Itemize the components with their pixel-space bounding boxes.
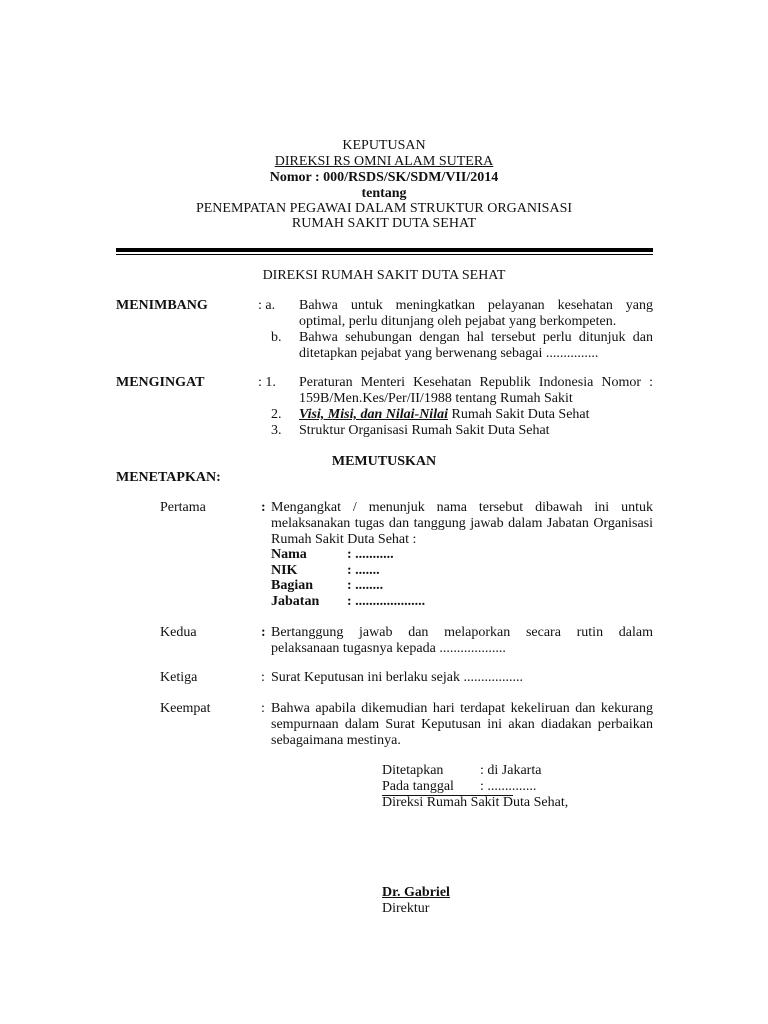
doc-subject-line2: RUMAH SAKIT DUTA SEHAT [291, 216, 477, 231]
keempat-line3: sebagaimana mestinya. [271, 733, 401, 748]
keempat-line1: Bahwa apabila dikemudian hari terdapat kekeliruan dan kekurang [271, 701, 653, 716]
doc-number: Nomor : 000/RSDS/SK/SDM/VII/2014 [269, 170, 499, 185]
ketiga-colon: : [261, 670, 265, 685]
ditetapkan-value: : di Jakarta [480, 763, 542, 778]
tanggal-row [382, 779, 537, 796]
doc-tentang: tentang [361, 186, 407, 201]
menetapkan-label: MENETAPKAN: [116, 470, 221, 485]
tanggal-label: Pada tanggal [382, 779, 454, 794]
subheading: DIREKSI RUMAH SAKIT DUTA SEHAT [262, 268, 506, 283]
pertama-line1: Mengangkat / menunjuk nama tersebut dibawah ini untuk [271, 500, 653, 515]
doc-subject-line1: PENEMPATAN PEGAWAI DALAM STRUKTUR ORGANISASI [195, 201, 573, 216]
pertama-label: Pertama [160, 500, 206, 515]
field-nik-value: : ....... [347, 563, 380, 578]
mengingat-1-marker: : 1. [258, 375, 276, 390]
doc-title: KEPUTUSAN [342, 138, 426, 153]
pertama-line3: Rumah Sakit Duta Sehat : [271, 532, 417, 547]
mengingat-2-line [299, 407, 590, 423]
mengingat-2-rest: Rumah Sakit Duta Sehat [447, 407, 590, 422]
ketiga-line1: Surat Keputusan ini berlaku sejak ................. [271, 670, 523, 685]
header-rule-thin [116, 254, 653, 255]
keempat-colon: : [261, 701, 265, 716]
menimbang-label: MENIMBANG [116, 298, 208, 313]
pertama-line2: melaksanakan tugas dan tanggung jawab dalam Jabatan Organisasi [271, 516, 653, 531]
memutuskan-heading: MEMUTUSKAN [331, 454, 437, 469]
kedua-line1: Bertanggung jawab dan melaporkan secara rutin dalam [271, 625, 653, 640]
signer-name: Dr. Gabriel [382, 885, 450, 900]
mengingat-3-marker: 3. [271, 423, 282, 438]
mengingat-2-marker: 2. [271, 407, 282, 422]
menimbang-b-line1: Bahwa sehubungan dengan hal tersebut perlu ditunjuk dan [299, 330, 653, 345]
signer-title: Direktur [382, 901, 430, 916]
field-nama-value: : ........... [347, 547, 394, 562]
menimbang-b-marker: b. [271, 330, 282, 345]
menimbang-b-line2: ditetapkan pejabat yang berwenang sebagai ............... [299, 346, 599, 361]
mengingat-3-line: Struktur Organisasi Rumah Sakit Duta Sehat [299, 423, 550, 438]
pertama-colon: : [261, 500, 266, 515]
ditetapkan-label: Ditetapkan [382, 763, 444, 778]
keempat-label: Keempat [160, 701, 211, 716]
menimbang-a-line1: Bahwa untuk meningkatkan pelayanan kesehatan yang [299, 298, 653, 313]
tanggal-value: : .............. [480, 779, 537, 794]
ketiga-label: Ketiga [160, 670, 198, 685]
menimbang-a-marker: : a. [258, 298, 276, 313]
kedua-label: Kedua [160, 625, 197, 640]
header-rule-thick [116, 248, 653, 252]
mengingat-1-line2: 159B/Men.Kes/Per/II/1988 tentang Rumah Sakit [299, 391, 573, 406]
field-jabatan-value: : .................... [347, 594, 426, 609]
keempat-line2: sempurnaan dalam Surat Keputusan ini akan diadakan perbaikan [271, 717, 653, 732]
signing-organization: Direksi Rumah Sakit Duta Sehat, [382, 795, 569, 810]
field-bagian-value: : ........ [347, 578, 384, 593]
mengingat-label: MENGINGAT [116, 375, 205, 390]
kedua-line2: pelaksanaan tugasnya kepada ................... [271, 641, 506, 656]
field-bagian-label: Bagian [271, 578, 314, 593]
mengingat-2-emphasis: Visi, Misi, dan Nilai-Nilai [299, 407, 448, 422]
doc-issuer: DIREKSI RS OMNI ALAM SUTERA [274, 154, 494, 169]
field-nik-label: NIK [271, 563, 298, 578]
kedua-colon: : [261, 625, 266, 640]
mengingat-1-line1: Peraturan Menteri Kesehatan Republik Indonesia Nomor : [299, 375, 653, 390]
field-jabatan-label: Jabatan [271, 594, 320, 609]
menimbang-a-line2: optimal, perlu ditunjang oleh pejabat yang berkompeten. [299, 314, 617, 329]
field-nama-label: Nama [271, 547, 307, 562]
